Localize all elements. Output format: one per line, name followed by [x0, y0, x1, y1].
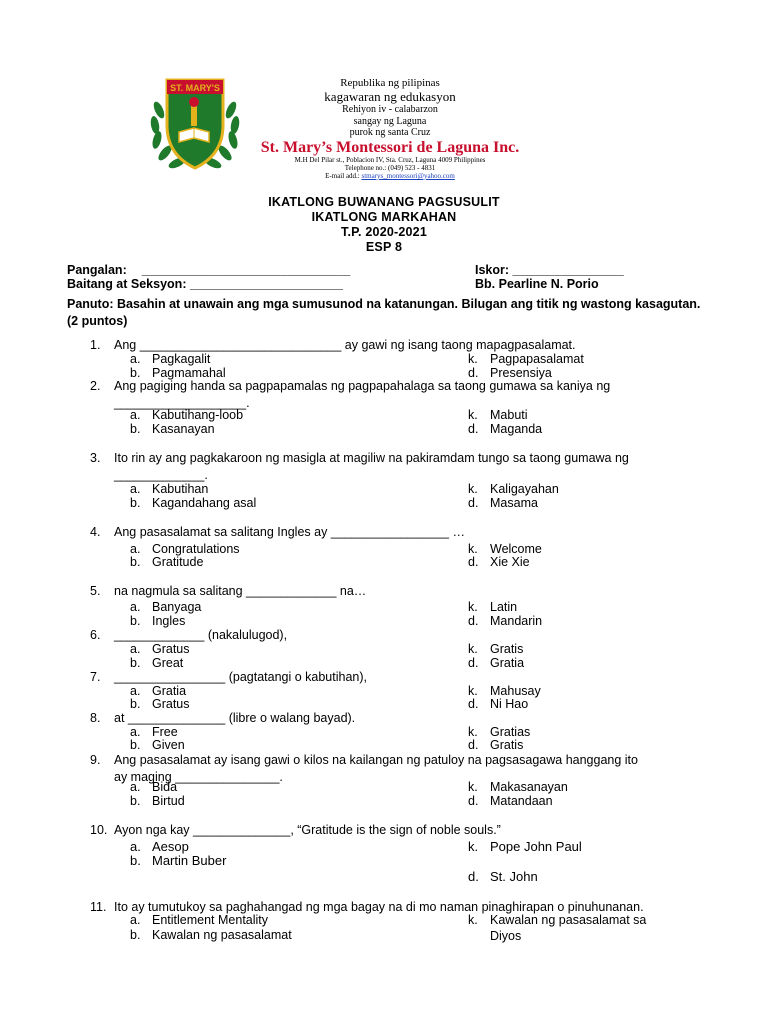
option-text: Gratus [152, 697, 190, 711]
option-letter: b. [130, 738, 141, 752]
option-text: Pagpapasalamat [490, 352, 584, 366]
option-letter: b. [130, 496, 141, 510]
option-letter: k. [468, 642, 478, 656]
question-number: 2. [90, 379, 101, 393]
school-email-line [240, 172, 540, 180]
quarter-title: IKATLONG MARKAHAN [311, 210, 457, 224]
option-8-a[interactable] [130, 725, 178, 739]
question-number: 6. [90, 628, 101, 642]
option-9-d[interactable] [468, 794, 553, 808]
option-letter: k. [468, 600, 478, 614]
question-text-continued: ___________________. [114, 396, 250, 410]
option-text: Bida [152, 780, 178, 794]
school-name: St. Mary’s Montessori de Laguna Inc. [260, 139, 520, 156]
option-text: Masama [490, 496, 538, 510]
option-text: Kasanayan [152, 422, 215, 436]
option-1-k[interactable] [468, 352, 584, 366]
option-letter: d. [468, 656, 479, 670]
option-11-b[interactable] [130, 928, 292, 942]
option-11-a[interactable] [130, 913, 268, 927]
option-8-k[interactable] [468, 725, 530, 739]
option-4-d[interactable] [468, 555, 530, 569]
division-line: sangay ng Laguna [353, 116, 427, 127]
option-letter: a. [130, 725, 141, 739]
option-5-k[interactable] [468, 600, 517, 614]
option-2-a[interactable] [130, 408, 243, 422]
option-3-d[interactable] [468, 496, 538, 510]
question-text: Ang _____________________________ ay gawi ng isang taong mapagpasalamat. [114, 338, 576, 352]
question-text: Ito ay tumutukoy sa paghahangad ng mga bagay na di mo naman pinaghirapan o pinuhunanan. [114, 900, 644, 914]
question-number: 4. [90, 525, 101, 539]
score-blank[interactable]: ________________ [512, 263, 624, 277]
option-4-a[interactable] [130, 542, 240, 556]
option-6-a[interactable] [130, 642, 190, 656]
option-text: Makasanayan [490, 780, 568, 794]
option-7-d[interactable] [468, 697, 528, 711]
option-letter: b. [130, 697, 141, 711]
option-3-k[interactable] [468, 482, 559, 496]
option-letter: k. [468, 352, 478, 366]
question-number: 1. [90, 338, 101, 352]
option-letter: a. [130, 642, 141, 656]
option-letter: a. [130, 684, 141, 698]
exam-title: IKATLONG BUWANANG PAGSUSULIT [268, 195, 500, 209]
question-number: 7. [90, 670, 101, 684]
question-text-continued: _____________. [114, 468, 208, 482]
option-letter: k. [468, 839, 479, 854]
option-letter: k. [468, 482, 478, 496]
option-letter: b. [130, 794, 141, 808]
option-2-k[interactable] [468, 408, 528, 422]
option-4-k[interactable] [468, 542, 542, 556]
option-3-b[interactable] [130, 496, 256, 510]
option-text: Mabuti [490, 408, 528, 422]
option-text: Presensiya [490, 366, 552, 380]
option-text: Birtud [152, 794, 185, 808]
option-text: Maganda [490, 422, 543, 436]
option-text: Gratis [490, 642, 524, 656]
option-letter: k. [468, 780, 478, 794]
logo-text: ST. MARY'S [170, 83, 220, 93]
question-text: ________________ (pagtatangi o kabutihan), [114, 670, 367, 684]
option-text: Ingles [152, 614, 186, 628]
question-number: 8. [90, 711, 101, 725]
option-3-a[interactable] [130, 482, 208, 496]
option-text: Kawalan ng pasasalamat [152, 928, 292, 942]
option-4-b[interactable] [130, 555, 203, 569]
option-letter: k. [468, 408, 478, 422]
option-1-a[interactable] [130, 352, 210, 366]
option-text: Diyos [490, 929, 522, 943]
option-text: Kagandahang asal [152, 496, 257, 510]
option-letter: b. [130, 366, 141, 380]
question-number: 3. [90, 451, 101, 465]
school-logo [145, 70, 245, 175]
option-5-d[interactable] [468, 614, 542, 628]
question-text-continued: ay maging _______________. [114, 770, 283, 784]
name-field [67, 263, 350, 277]
option-text: Kawalan ng pasasalamat sa [490, 913, 647, 927]
question-number: 11. [90, 900, 107, 914]
option-9-k[interactable] [468, 780, 568, 794]
option-letter: d. [468, 366, 479, 380]
department-line: kagawaran ng edukasyon [324, 89, 456, 104]
option-11-k[interactable] [468, 913, 646, 927]
option-7-a[interactable] [130, 684, 186, 698]
option-text: Kabutihan [152, 482, 209, 496]
option-text: Kaligayahan [490, 482, 559, 496]
option-text: Banyaga [152, 600, 202, 614]
option-text: Given [152, 738, 185, 752]
question-8 [90, 710, 702, 727]
region-line: Rehiyon iv - calabarzon [342, 104, 438, 115]
option-letter: a. [130, 542, 141, 556]
option-8-b[interactable] [130, 738, 185, 752]
option-letter: k. [468, 913, 478, 927]
option-letter: d. [468, 422, 479, 436]
option-letter: k. [468, 725, 478, 739]
name-label: Pangalan: [67, 263, 127, 277]
option-5-a[interactable] [130, 600, 201, 614]
subject-title: ESP 8 [365, 240, 403, 254]
question-4 [90, 524, 702, 541]
option-2-d[interactable] [468, 422, 542, 436]
option-text: Great [152, 656, 184, 670]
option-letter: d. [468, 794, 479, 808]
grade-section-field [67, 277, 343, 291]
name-blank[interactable]: ______________________________ [141, 263, 351, 277]
option-text: Martin Buber [152, 853, 227, 868]
option-text: Xie Xie [490, 555, 530, 569]
option-letter: b. [130, 555, 141, 569]
option-letter: d. [468, 697, 479, 711]
question-text: Ang pasasalamat ay isang gawi o kilos na kailangan ng patuloy na pagsasagawa hanggang ito [114, 753, 638, 767]
school-telephone: Telephone no.: (049) 523 - 4831 [344, 164, 436, 172]
teacher-name: Bb. Pearline N. Porio [475, 277, 599, 291]
option-letter: d. [468, 869, 479, 884]
question-text: at ______________ (libre o walang bayad). [114, 711, 356, 725]
option-letter: a. [130, 780, 141, 794]
option-letter: a. [130, 600, 141, 614]
email-link[interactable]: stmarys_montessori@yahoo.com [361, 172, 455, 180]
instructions: Panuto: Basahin at unawain ang mga sumusunod na katanungan. Bilugan ang titik ng wastong kasagutan. (2 puntos) [67, 297, 701, 328]
option-letter: a. [130, 352, 141, 366]
option-letter: b. [130, 928, 141, 942]
option-6-b[interactable] [130, 656, 183, 670]
option-text: Gratia [490, 656, 525, 670]
option-text: Entitlement Mentality [152, 913, 269, 927]
option-letter: k. [468, 684, 478, 698]
option-text: Pope John Paul [490, 839, 582, 854]
option-letter: b. [130, 614, 141, 628]
option-text: Gratitude [152, 555, 204, 569]
option-letter: b. [130, 853, 141, 868]
option-letter: a. [130, 839, 141, 854]
option-letter: b. [130, 656, 141, 670]
option-9-a[interactable] [130, 780, 177, 794]
grade-blank[interactable]: ______________________ [189, 277, 343, 291]
question-9 [90, 752, 702, 786]
option-letter: a. [130, 913, 141, 927]
option-letter: d. [468, 496, 479, 510]
option-text: Pagmamahal [152, 366, 226, 380]
option-text: Kabutihang-loob [152, 408, 244, 422]
score-label: Iskor: [475, 263, 510, 277]
question-number: 9. [90, 753, 101, 767]
option-text: Pagkagalit [152, 352, 211, 366]
email-label: E-mail add.: [325, 172, 362, 180]
option-9-b[interactable] [130, 794, 185, 808]
grade-label: Baitang at Seksyon: [67, 277, 187, 291]
option-5-b[interactable] [130, 614, 185, 628]
option-10-k[interactable] [468, 840, 582, 854]
option-text: Aesop [152, 839, 189, 854]
republic-line: Republika ng pilipinas [340, 77, 440, 89]
option-11-cont[interactable] [468, 929, 521, 943]
option-7-b[interactable] [130, 697, 190, 711]
option-letter: b. [130, 422, 141, 436]
option-text: Free [152, 725, 178, 739]
question-text: Ito rin ay ang pagkakaroon ng masigla at magiliw na pakiramdam tungo sa taong gumawa ng [114, 451, 629, 465]
school-year: T.P. 2020-2021 [341, 225, 427, 239]
option-2-b[interactable] [130, 422, 215, 436]
option-text: Welcome [490, 542, 542, 556]
option-letter: a. [130, 482, 141, 496]
option-text: Gratus [152, 642, 190, 656]
option-10-b[interactable] [130, 854, 226, 868]
option-text: St. John [490, 869, 538, 884]
option-text: Gratis [490, 738, 524, 752]
option-6-k[interactable] [468, 642, 523, 656]
option-text: Mahusay [490, 684, 541, 698]
option-letter: d. [468, 555, 479, 569]
option-text: Gratias [490, 725, 531, 739]
question-text: Ayon nga kay ______________, “Gratitude is the sign of noble souls.” [114, 823, 501, 837]
option-text: Ni Hao [490, 697, 529, 711]
school-address: M.H Del Pilar st., Poblacion IV, Sta. Cruz, Laguna 4009 Philippines [294, 156, 486, 164]
question-text: na nagmula sa salitang _____________ na… [114, 584, 367, 598]
district-line: purok ng santa Cruz [349, 127, 431, 138]
option-letter: d. [468, 614, 479, 628]
option-7-k[interactable] [468, 684, 541, 698]
question-text: Ang pagiging handa sa pagpapamalas ng pagpapahalaga sa taong gumawa sa kaniya ng [114, 379, 611, 393]
question-text: _____________ (nakalulugod), [114, 628, 288, 642]
question-text: Ang pasasalamat sa salitang Ingles ay _________________ … [114, 525, 465, 539]
score-field [475, 263, 624, 277]
option-text: Latin [490, 600, 518, 614]
option-text: Mandarin [490, 614, 543, 628]
option-10-d[interactable] [468, 870, 538, 884]
question-2 [90, 378, 702, 412]
question-10 [90, 822, 702, 839]
option-8-d[interactable] [468, 738, 523, 752]
option-text: Matandaan [490, 794, 553, 808]
option-text: Gratia [152, 684, 187, 698]
option-10-a[interactable] [130, 840, 189, 854]
option-letter: a. [130, 408, 141, 422]
option-6-d[interactable] [468, 656, 524, 670]
option-text: Congratulations [152, 542, 240, 556]
option-letter: d. [468, 738, 479, 752]
question-3 [90, 450, 702, 484]
question-number: 5. [90, 584, 101, 598]
question-number: 10. [90, 823, 108, 837]
option-letter: k. [468, 542, 478, 556]
question-5 [90, 583, 702, 600]
